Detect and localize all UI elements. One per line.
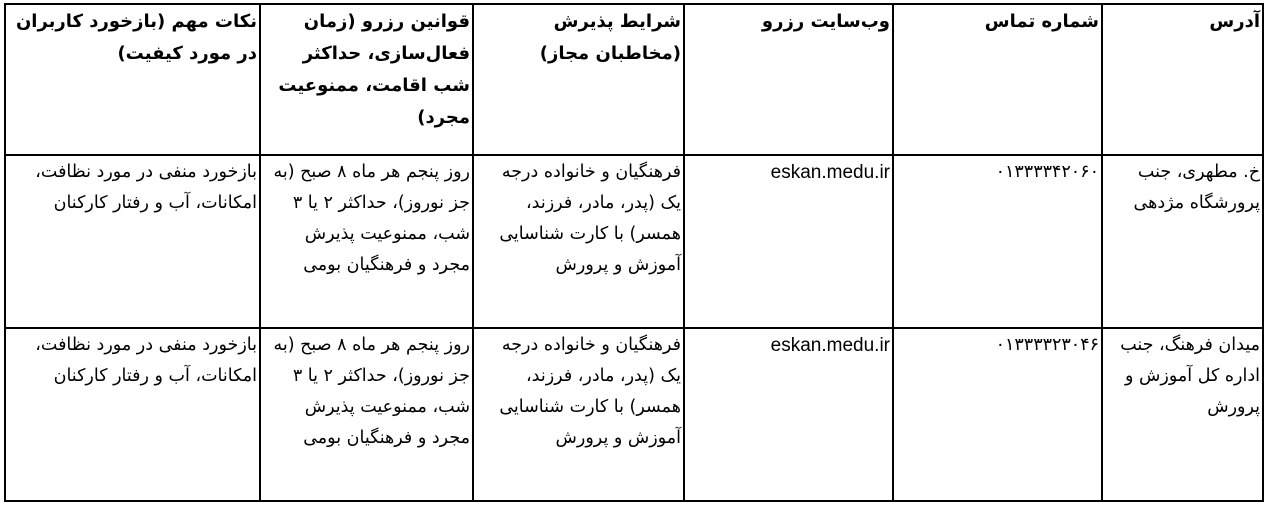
cell-website [684, 155, 893, 328]
table-row [5, 328, 1263, 501]
header-eligibility: شرایط پذیرش (مخاطبان مجاز) [473, 4, 684, 155]
table-row [5, 155, 1263, 328]
cell-eligibility [473, 328, 684, 501]
phone-text: ۰۱۳۳۳۳۲۳۰۴۶ [995, 335, 1099, 355]
eligibility-text: فرهنگیان و خانواده درجه یک (پدر، مادر، فرزند، همسر) با کارت شناسایی آموزش و پرورش [499, 162, 681, 275]
header-rules: قوانین رزرو (زمان فعال‌سازی، حداکثر شب اقامت، ممنوعیت مجرد) [260, 4, 473, 155]
accommodation-table [4, 3, 1264, 502]
notes-text: بازخورد منفی در مورد نظافت، امکانات، آب و رفتار کارکنان [35, 335, 257, 386]
cell-notes [5, 155, 260, 328]
cell-eligibility [473, 155, 684, 328]
phone-text: ۰۱۳۳۳۳۴۲۰۶۰ [995, 162, 1099, 182]
cell-phone [893, 155, 1102, 328]
address-text: میدان فرهنگ، جنب اداره کل آموزش و پرورش [1120, 335, 1260, 417]
eligibility-text: فرهنگیان و خانواده درجه یک (پدر، مادر، فرزند، همسر) با کارت شناسایی آموزش و پرورش [499, 335, 681, 448]
cell-website [684, 328, 893, 501]
cell-notes [5, 328, 260, 501]
website-text: eskan.medu.ir [770, 335, 890, 356]
address-text: خ. مطهری، جنب پرورشگاه مژدهی [1133, 162, 1260, 213]
header-row [5, 4, 1263, 155]
document-page [4, 3, 1262, 518]
cell-address [1102, 155, 1263, 328]
header-phone: شماره تماس [893, 4, 1102, 155]
header-notes: نکات مهم (بازخورد کاربران در مورد کیفیت) [5, 4, 260, 155]
rules-text: روز پنجم هر ماه ۸ صبح (به جز نوروز)، حداکثر ۲ یا ۳ شب، ممنوعیت پذیرش مجرد و فرهنگیان بومی [273, 335, 470, 448]
cell-rules [260, 328, 473, 501]
rules-text: روز پنجم هر ماه ۸ صبح (به جز نوروز)، حداکثر ۲ یا ۳ شب، ممنوعیت پذیرش مجرد و فرهنگیان بومی [273, 162, 470, 275]
website-text: eskan.medu.ir [770, 162, 890, 183]
cell-phone [893, 328, 1102, 501]
notes-text: بازخورد منفی در مورد نظافت، امکانات، آب و رفتار کارکنان [35, 162, 257, 213]
cell-address [1102, 328, 1263, 501]
header-website: وب‌سایت رزرو [684, 4, 893, 155]
header-address: آدرس [1102, 4, 1263, 155]
cell-rules [260, 155, 473, 328]
